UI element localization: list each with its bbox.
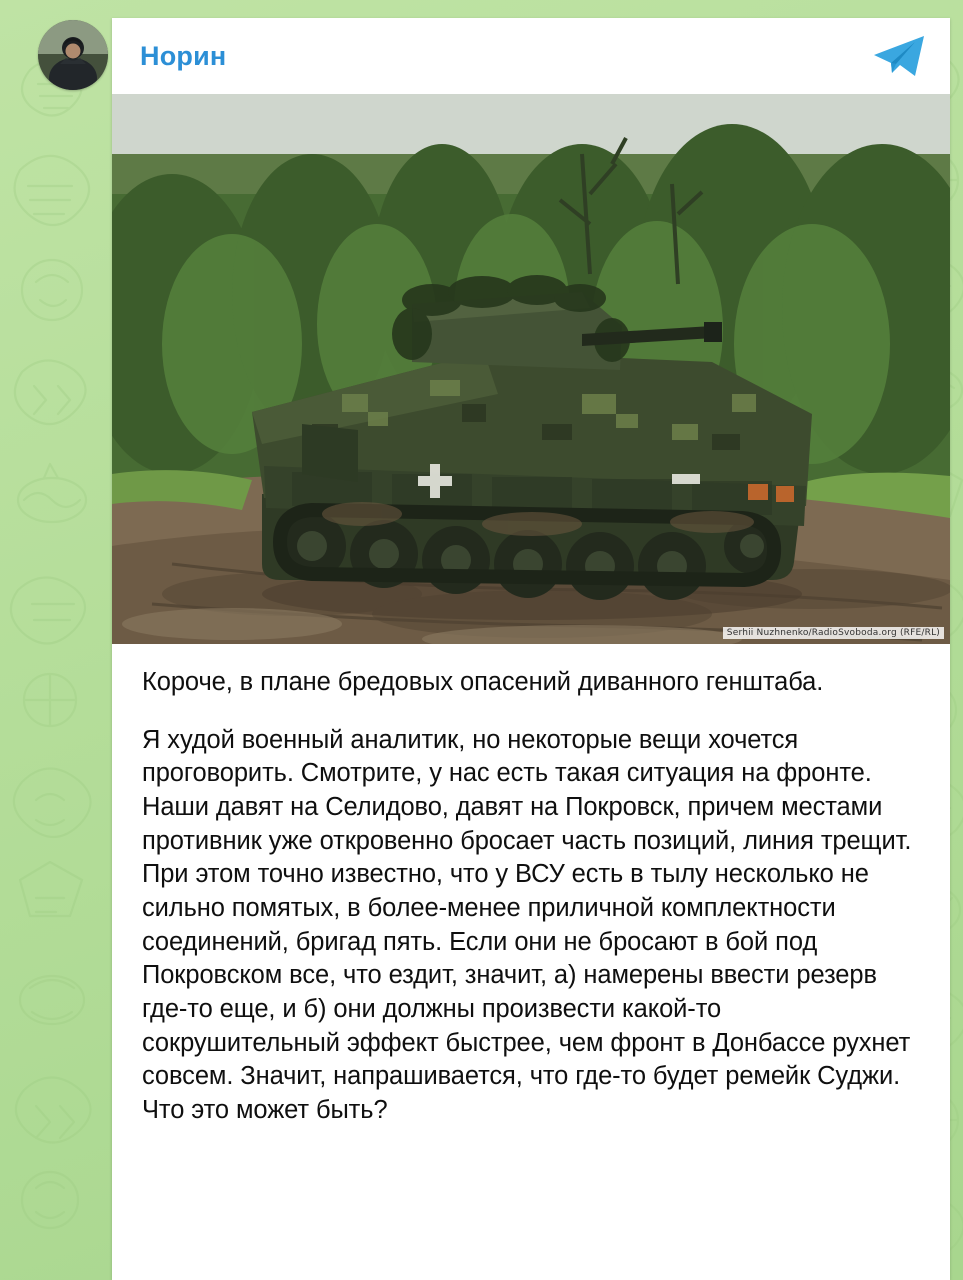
post-paragraph-1: Короче, в плане бредовых опасений диванного генштаба.	[142, 668, 824, 696]
photo-credit: Serhii Nuzhnenko/RadioSvoboda.org (RFE/RL)	[723, 627, 944, 639]
post-paragraph-2: Я худой военный аналитик, но некоторые вещи хочется проговорить. Смотрите, у нас есть такая ситуация на фронте. Наши давят на Селидово, давят на Покровск, причем местами противник уже откровенно бросает часть позиций, линия трещит. При этом точно известно, что у ВСУ есть в тылу несколько не сильно помятых, в более-менее приличной комплектности соединений, бригад пять. Если они не бросают в бой под Покровском все, что ездит, значит, а) намерены ввести резерв где-то еще, и б) они должны произвести какой-то сокрушительный эффект быстрее, чем фронт в Донбассе рухнет совсем. Значит, напрашивается, что где-то будет ремейк Суджи. Что это может быть?	[142, 725, 912, 1124]
post-text	[112, 644, 950, 1128]
post-header	[112, 18, 950, 94]
telegram-logo-icon[interactable]	[872, 33, 926, 79]
telegram-post-card	[112, 18, 950, 1280]
avatar[interactable]	[38, 20, 108, 90]
avatar-image	[38, 20, 108, 90]
post-photo-image	[112, 94, 950, 644]
post-photo[interactable]	[112, 94, 950, 644]
channel-name[interactable]: Норин	[140, 40, 227, 71]
